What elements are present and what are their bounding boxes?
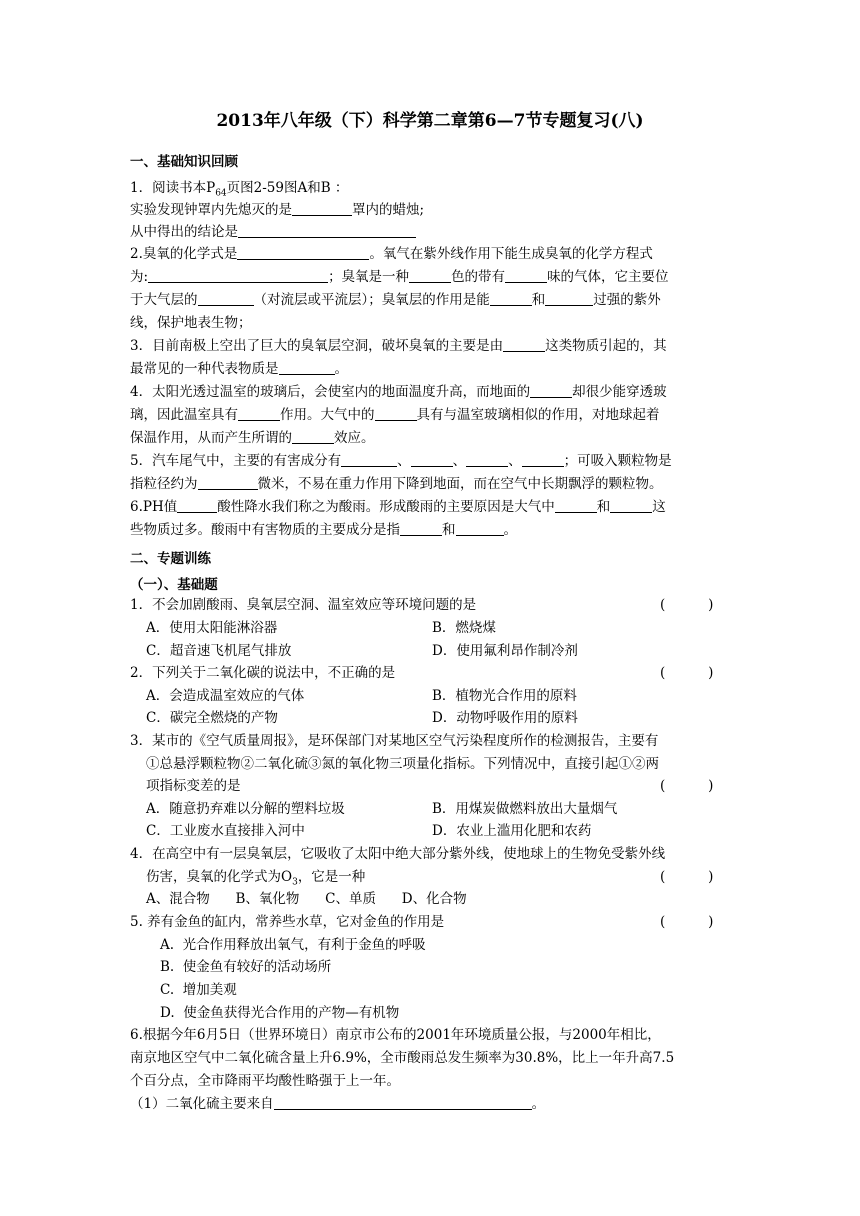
q6-line2: 些物质过多。酸雨中有害物质的主要成分是指 和 。	[130, 522, 517, 538]
mc3-option-a: A．随意扔弃难以分解的塑料垃圾	[146, 801, 345, 817]
q4-line1: 4．太阳光透过温室的玻璃后，会使室内的地面温度升高，而地面的 却很少能穿透玻	[130, 384, 667, 400]
mc4-stem-line2: 伤害，臭氧的化学式为$O_3$，它是一种	[146, 869, 366, 888]
section2-heading: 二、专题训练	[130, 551, 211, 567]
q1-line3: 从中得出的结论是	[130, 221, 730, 243]
mc3-stem-line3: 项指标变差的是	[146, 778, 241, 794]
q1-line1: 1．阅读书本$P_{64}$页图2-59图A和B ：	[130, 180, 349, 199]
mc2-option-a: A．会造成温室效应的气体	[146, 688, 305, 704]
mc2-answer-paren: ( )	[660, 665, 714, 681]
mc1-stem: 1．不会加剧酸雨、臭氧层空洞、温室效应等环境问题的是	[130, 597, 477, 613]
q5-line2: 指粒径约为 微米，不易在重力作用下降到地面，而在空气中长期飘浮的颗粒物。	[130, 476, 663, 492]
mc5-answer-paren: ( )	[660, 914, 714, 930]
mc4-stem-line1: 4．在高空中有一层臭氧层，它吸收了太阳中绝大部分紫外线，使地球上的生物免受紫外线	[130, 846, 666, 862]
mc5-stem: 5. 养有金鱼的缸内，常养些水草，它对金鱼的作用是	[130, 914, 445, 930]
mc5-option-d: D. 使金鱼获得光合作用的产物—有机物	[160, 1005, 400, 1021]
mc1-answer-paren: ( )	[660, 597, 714, 613]
mc1-option-b: B．燃烧煤	[432, 620, 496, 636]
q5-line1: 5．汽车尾气中，主要的有害成分有 、 、 、 ；可吸入颗粒物是	[130, 453, 672, 469]
mc3-stem-line1: 3．某市的《空气质量周报》，是环保部门对某地区空气污染程度所作的检测报告，主要有	[130, 733, 659, 749]
q6-subquestion-1: （1）二氧化硫主要来自 。	[130, 1096, 546, 1112]
mc1-option-a: A．使用太阳能淋浴器	[146, 620, 278, 636]
q2-line4: 线，保护地表生物；	[130, 315, 252, 331]
section2-subheading: （一）、基础题	[130, 577, 218, 593]
mc3-option-b: B．用煤炭做燃料放出大量烟气	[432, 801, 618, 817]
q6-passage-line2: 南京地区空气中二氧化硫含量上升6.9%，全市酸雨总发生频率为30.8%，比上一年升高7.5	[130, 1050, 675, 1066]
mc2-option-d: D．动物呼吸作用的原料	[432, 710, 578, 726]
q4-line3: 保温作用，从而产生所谓的 效应。	[130, 430, 375, 446]
q6-passage-line1: 6.根据今年6月5日（世界环境日）南京市公布的2001年环境质量公报，与2000年相比，	[130, 1027, 661, 1043]
q2-line1: 2.臭氧的化学式是 。氧气在紫外线作用下能生成臭氧的化学方程式	[130, 246, 653, 262]
mc3-answer-paren: ( )	[660, 778, 714, 794]
q6-passage-line3: 个百分点，全市降雨平均酸性略强于上一年。	[130, 1073, 400, 1089]
mc4-answer-paren: ( )	[660, 869, 714, 885]
mc5-option-a: A. 光合作用释放出氧气，有利于金鱼的呼吸	[160, 937, 426, 953]
section1-heading: 一、基础知识回顾	[130, 154, 238, 170]
q3-line1: 3．目前南极上空出了巨大的臭氧层空洞，破坏臭氧的主要是由 这类物质引起的，其	[130, 338, 667, 354]
mc3-stem-line2: ①总悬浮颗粒物②二氧化硫③氮的氧化物三项量化指标。下列情况中，直接引起①②两	[146, 756, 659, 772]
q6-line1: 6.PH值 酸性降水我们称之为酸雨。形成酸雨的主要原因是大气中 和 这	[130, 499, 666, 515]
mc4-options: A、混合物 B、氧化物 C、单质 D、化合物	[146, 891, 467, 907]
q2-line3: 于大气层的 （对流层或平流层）；臭氧层的作用是能 和 过强的紫外	[130, 292, 661, 308]
mc3-option-d: D．农业上滥用化肥和农药	[432, 823, 592, 839]
q2-line2: 为: ；臭氧是一种 色的带有 味的气体，它主要位	[130, 269, 669, 285]
mc3-option-c: C．工业废水直接排入河中	[146, 823, 305, 839]
q4-line2: 璃，因此温室具有 作用。大气中的 具有与温室玻璃相似的作用，对地球起着	[130, 407, 660, 423]
mc2-option-b: B．植物光合作用的原料	[432, 688, 577, 704]
q1-line2: 实验发现钟罩内先熄灭的是 罩内的蜡烛;	[130, 202, 425, 218]
mc5-option-c: C. 增加美观	[160, 982, 237, 998]
mc1-option-d: D．使用氟利昂作制冷剂	[432, 643, 578, 659]
q3-line2: 最常见的一种代表物质是 。	[130, 361, 348, 377]
mc5-option-b: B. 使金鱼有较好的活动场所	[160, 959, 332, 975]
mc2-option-c: C．碳完全燃烧的产物	[146, 710, 278, 726]
mc1-option-c: C．超音速飞机尾气排放	[146, 643, 292, 659]
mc2-stem: 2．下列关于二氧化碳的说法中，不正确的是	[130, 665, 396, 681]
page-title: 2013年八年级（下）科学第二章第6—7节专题复习(八)	[216, 111, 644, 131]
